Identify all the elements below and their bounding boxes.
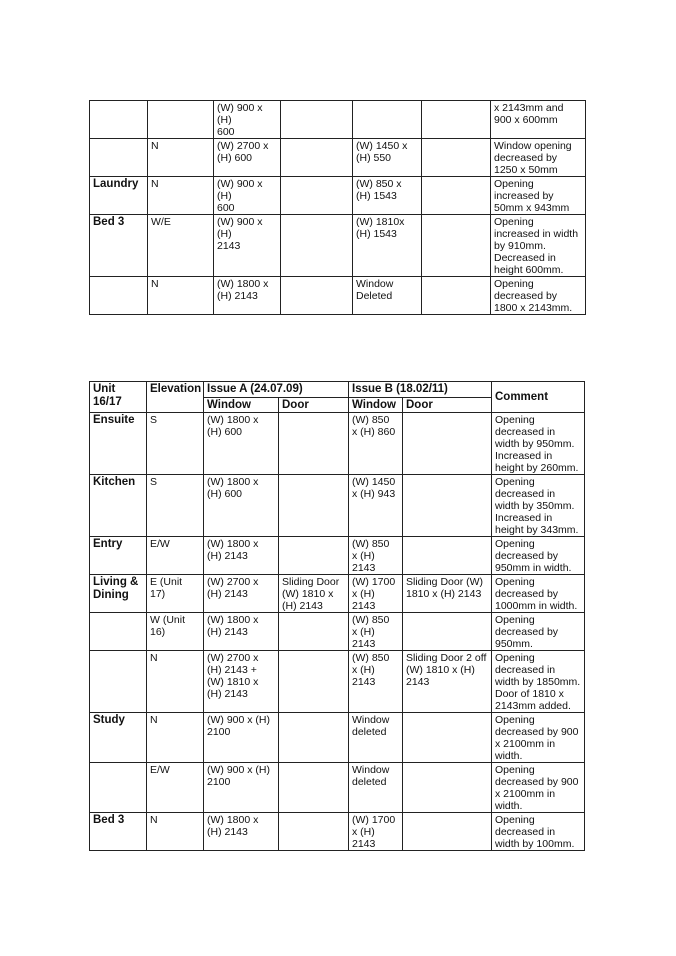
comment-header: Comment bbox=[492, 382, 585, 413]
window-schedule-table-continued bbox=[89, 100, 586, 315]
issue-b-door-cell bbox=[403, 813, 492, 851]
table-row bbox=[90, 101, 586, 139]
room-cell: Entry bbox=[90, 537, 147, 575]
elevation-cell: N bbox=[148, 177, 214, 215]
elevation-cell: W/E bbox=[148, 215, 214, 277]
issue-a-door-cell bbox=[279, 413, 349, 475]
issue-b-window-cell: Window Deleted bbox=[353, 277, 422, 315]
issue-a-door-cell bbox=[279, 651, 349, 713]
issue-a-window-cell: (W) 2700 x (H) 2143 + (W) 1810 x (H) 2143 bbox=[204, 651, 279, 713]
table-row bbox=[90, 475, 585, 537]
issue-a-window-cell: (W) 1800 x (H) 2143 bbox=[204, 537, 279, 575]
issue-a-window-cell: (W) 1800 x (H) 2143 bbox=[204, 613, 279, 651]
comment-cell: Opening decreased by 950mm. bbox=[492, 613, 585, 651]
issue-b-door-cell bbox=[403, 413, 492, 475]
comment-cell: x 2143mm and 900 x 600mm bbox=[491, 101, 586, 139]
issue-b-door-cell bbox=[422, 139, 491, 177]
issue-a-door-cell bbox=[279, 763, 349, 813]
issue-b-window-cell bbox=[353, 101, 422, 139]
issue-b-door-cell bbox=[422, 177, 491, 215]
issue-b-window-cell: Window deleted bbox=[349, 763, 403, 813]
room-cell bbox=[90, 139, 148, 177]
table-row bbox=[90, 575, 585, 613]
issue-b-window-cell: (W) 850 x (H) 860 bbox=[349, 413, 403, 475]
table-row bbox=[90, 613, 585, 651]
elevation-cell: W (Unit 16) bbox=[147, 613, 204, 651]
window-schedule-table-unit-16-17 bbox=[89, 381, 585, 851]
issue-a-door-cell bbox=[281, 177, 353, 215]
issue-b-door-header: Door bbox=[403, 398, 492, 413]
issue-a-door-cell bbox=[281, 139, 353, 177]
comment-cell: Opening decreased in width by 1850mm. Door of 1810 x 2143mm added. bbox=[492, 651, 585, 713]
comment-cell: Opening decreased by 950mm in width. bbox=[492, 537, 585, 575]
elevation-cell: E (Unit 17) bbox=[147, 575, 204, 613]
issue-b-window-cell: (W) 1700 x (H) 2143 bbox=[349, 813, 403, 851]
issue-a-window-cell: (W) 900 x (H) 600 bbox=[214, 177, 281, 215]
issue-b-door-cell bbox=[403, 763, 492, 813]
table-row bbox=[90, 813, 585, 851]
room-cell: Study bbox=[90, 713, 147, 763]
issue-b-door-cell: Sliding Door 2 off (W) 1810 x (H) 2143 bbox=[403, 651, 492, 713]
elevation-cell: N bbox=[147, 713, 204, 763]
issue-b-window-cell: (W) 1810x (H) 1543 bbox=[353, 215, 422, 277]
unit-header: Unit 16/17 bbox=[90, 382, 147, 413]
room-cell bbox=[90, 763, 147, 813]
room-cell bbox=[90, 613, 147, 651]
table-row bbox=[90, 139, 586, 177]
elevation-cell: N bbox=[148, 139, 214, 177]
header-row bbox=[90, 382, 585, 398]
issue-a-door-cell bbox=[279, 613, 349, 651]
issue-a-door-cell bbox=[281, 101, 353, 139]
comment-cell: Opening decreased by 1800 x 2143mm. bbox=[491, 277, 586, 315]
issue-b-window-cell: (W) 1450 x (H) 943 bbox=[349, 475, 403, 537]
issue-b-window-cell: (W) 850 x (H) 2143 bbox=[349, 651, 403, 713]
table-row bbox=[90, 651, 585, 713]
issue-a-door-cell bbox=[279, 537, 349, 575]
issue-a-door-cell bbox=[279, 713, 349, 763]
comment-cell: Opening decreased by 900 x 2100mm in width. bbox=[492, 713, 585, 763]
comment-cell: Opening decreased in width by 950mm. Increased in height by 260mm. bbox=[492, 413, 585, 475]
table-row bbox=[90, 215, 586, 277]
issue-a-door-cell: Sliding Door (W) 1810 x (H) 2143 bbox=[279, 575, 349, 613]
issue-a-window-cell: (W) 1800 x (H) 600 bbox=[204, 413, 279, 475]
issue-a-door-cell bbox=[279, 813, 349, 851]
elevation-cell: S bbox=[147, 413, 204, 475]
issue-b-window-cell: (W) 1700 x (H) 2143 bbox=[349, 575, 403, 613]
issue-a-window-cell: (W) 2700 x (H) 2143 bbox=[204, 575, 279, 613]
issue-b-door-cell bbox=[403, 713, 492, 763]
issue-b-window-cell: (W) 850 x (H) 2143 bbox=[349, 613, 403, 651]
elevation-cell: S bbox=[147, 475, 204, 537]
comment-cell: Window opening decreased by 1250 x 50mm bbox=[491, 139, 586, 177]
issue-a-window-cell: (W) 2700 x (H) 600 bbox=[214, 139, 281, 177]
room-cell bbox=[90, 651, 147, 713]
issue-a-window-cell: (W) 1800 x (H) 600 bbox=[204, 475, 279, 537]
room-cell: Laundry bbox=[90, 177, 148, 215]
issue-a-door-cell bbox=[281, 277, 353, 315]
issue-a-window-cell: (W) 900 x (H) 600 bbox=[214, 101, 281, 139]
room-cell bbox=[90, 277, 148, 315]
table-row bbox=[90, 537, 585, 575]
room-cell: Ensuite bbox=[90, 413, 147, 475]
issue-b-window-cell: (W) 850 x (H) 2143 bbox=[349, 537, 403, 575]
elevation-cell: N bbox=[148, 277, 214, 315]
table-row bbox=[90, 277, 586, 315]
issue-b-window-cell: (W) 850 x (H) 1543 bbox=[353, 177, 422, 215]
issue-b-door-cell: Sliding Door (W) 1810 x (H) 2143 bbox=[403, 575, 492, 613]
comment-cell: Opening increased in width by 910mm. Decreased in height 600mm. bbox=[491, 215, 586, 277]
table-row bbox=[90, 713, 585, 763]
issue-b-door-cell bbox=[422, 215, 491, 277]
comment-cell: Opening increased by 50mm x 943mm bbox=[491, 177, 586, 215]
issue-b-door-cell bbox=[403, 537, 492, 575]
room-cell: Kitchen bbox=[90, 475, 147, 537]
elevation-header: Elevation bbox=[147, 382, 204, 413]
comment-cell: Opening decreased in width by 100mm. bbox=[492, 813, 585, 851]
issue-a-window-header: Window bbox=[204, 398, 279, 413]
issue-b-window-header: Window bbox=[349, 398, 403, 413]
issue-a-door-cell bbox=[281, 215, 353, 277]
issue-a-window-cell: (W) 1800 x (H) 2143 bbox=[204, 813, 279, 851]
issue-b-door-cell bbox=[422, 101, 491, 139]
table-row bbox=[90, 177, 586, 215]
issue-a-window-cell: (W) 900 x (H) 2100 bbox=[204, 713, 279, 763]
issue-b-window-cell: Window deleted bbox=[349, 713, 403, 763]
issue-b-header: Issue B (18.02/11) bbox=[349, 382, 492, 398]
room-cell: Bed 3 bbox=[90, 215, 148, 277]
room-cell bbox=[90, 101, 148, 139]
elevation-cell: E/W bbox=[147, 537, 204, 575]
room-cell: Bed 3 bbox=[90, 813, 147, 851]
issue-a-door-cell bbox=[279, 475, 349, 537]
comment-cell: Opening decreased by 1000mm in width. bbox=[492, 575, 585, 613]
issue-b-door-cell bbox=[403, 475, 492, 537]
comment-cell: Opening decreased in width by 350mm. Increased in height by 343mm. bbox=[492, 475, 585, 537]
issue-a-window-cell: (W) 1800 x (H) 2143 bbox=[214, 277, 281, 315]
elevation-cell: E/W bbox=[147, 763, 204, 813]
elevation-cell: N bbox=[147, 813, 204, 851]
elevation-cell: N bbox=[147, 651, 204, 713]
table-row bbox=[90, 763, 585, 813]
comment-cell: Opening decreased by 900 x 2100mm in width. bbox=[492, 763, 585, 813]
issue-b-door-cell bbox=[403, 613, 492, 651]
issue-a-window-cell: (W) 900 x (H) 2143 bbox=[214, 215, 281, 277]
issue-a-door-header: Door bbox=[279, 398, 349, 413]
issue-a-window-cell: (W) 900 x (H) 2100 bbox=[204, 763, 279, 813]
elevation-cell bbox=[148, 101, 214, 139]
issue-b-window-cell: (W) 1450 x (H) 550 bbox=[353, 139, 422, 177]
room-cell: Living & Dining bbox=[90, 575, 147, 613]
table-row bbox=[90, 413, 585, 475]
issue-a-header: Issue A (24.07.09) bbox=[204, 382, 349, 398]
issue-b-door-cell bbox=[422, 277, 491, 315]
